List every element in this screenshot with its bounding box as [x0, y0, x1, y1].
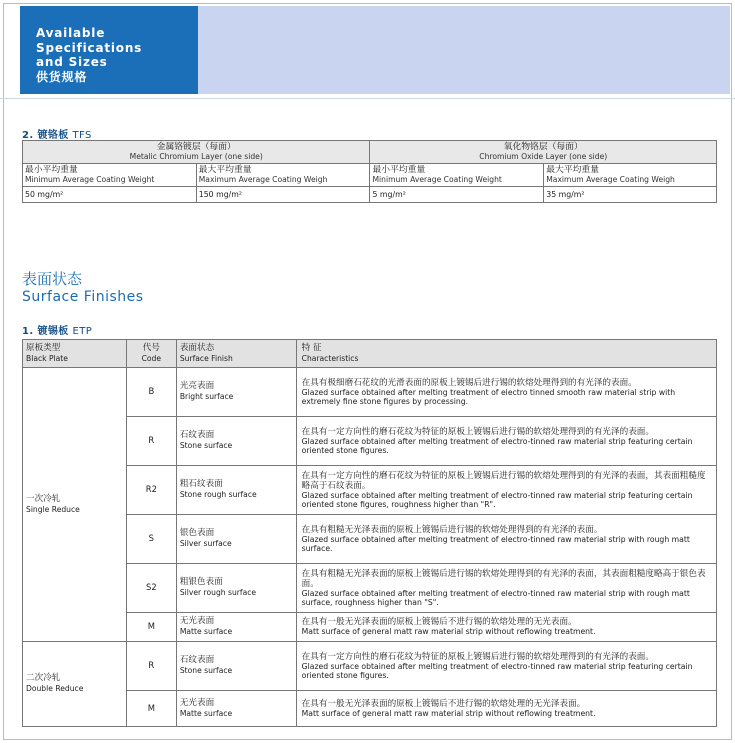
finish-en: Stone surface	[179, 441, 233, 450]
max-en: Maximum Average Coating Weigh	[198, 175, 328, 184]
char-zh: 特 征	[301, 342, 322, 353]
finish-zh: 粗石纹表面	[179, 479, 223, 490]
table-row	[23, 141, 717, 164]
oxide-layer-header	[370, 141, 717, 164]
finish-cell	[176, 466, 296, 515]
char-en: Glazed surface obtained after melting treatment of electro tinned smooth raw material strip with extremely fine stone figures by processing.	[301, 387, 676, 406]
finish-zh: 光亮表面	[179, 381, 215, 392]
min-weight-header	[23, 164, 197, 187]
surface-title-en: Surface Finishes	[22, 289, 144, 305]
code-zh: 代号	[142, 342, 160, 353]
banner-title-line: and Sizes	[36, 55, 108, 69]
surface-title-zh: 表面状态	[22, 270, 83, 288]
tfs-heading-en: TFS	[72, 130, 92, 141]
characteristics-cell	[296, 642, 716, 691]
value-cell: 150 mg/m²	[196, 187, 370, 203]
char-zh: 在具有极细磨石花纹的光滑表面的原板上镀锡后进行锡的软熔处理得到的有光泽的表面。	[301, 377, 637, 388]
max-zh: 最大平均重量	[546, 165, 600, 175]
code-cell: R	[126, 417, 176, 466]
group-zh: 一次冷轧	[26, 493, 61, 504]
table-row	[23, 187, 717, 203]
char-en: Matt surface of general matt raw material strip without reflowing treatment.	[301, 627, 596, 637]
finish-zh: 银色表面	[179, 528, 215, 539]
table-row	[23, 613, 717, 642]
code-cell: M	[126, 691, 176, 727]
value-cell: 35 mg/m²	[544, 187, 717, 203]
finish-cell	[176, 564, 296, 613]
char-zh: 在具有一定方向性的磨石花纹为特征的原板上镀锡后进行锡的软熔处理得到的有光泽的表面。	[301, 651, 654, 662]
finish-en: Silver rough surface	[179, 588, 257, 597]
finish-cell	[176, 691, 296, 727]
characteristics-cell	[296, 564, 716, 613]
black-plate-zh: 原板类型	[26, 342, 61, 353]
black-plate-en: Black Plate	[26, 353, 68, 363]
min-weight-header	[370, 164, 544, 187]
code-cell: B	[126, 368, 176, 417]
etp-heading	[22, 322, 92, 337]
table-row	[23, 691, 717, 727]
table-row	[23, 417, 717, 466]
finish-zh: 无光表面	[179, 697, 215, 708]
table-row	[23, 515, 717, 564]
metallic-zh: 金属铬镀层（每面）	[156, 142, 236, 152]
finish-cell	[176, 515, 296, 564]
finish-cell	[176, 417, 296, 466]
char-en: Glazed surface obtained after melting treatment of electro-tinned raw material strip with rough matt surface.	[301, 534, 690, 553]
code-cell: R2	[126, 466, 176, 515]
code-cell: S2	[126, 564, 176, 613]
metallic-layer-header	[23, 141, 370, 164]
header-banner	[20, 6, 730, 94]
char-en: Matt surface of general matt raw material strip without reflowing treatment.	[301, 708, 596, 718]
finish-zh: 粗银色表面	[179, 577, 223, 588]
banner-title-line: 供货规格	[36, 69, 88, 84]
table-row	[23, 466, 717, 515]
etp-heading-en: ETP	[72, 326, 93, 337]
finish-cell	[176, 368, 296, 417]
finish-zh: 石纹表面	[179, 655, 215, 666]
finish-cell	[176, 613, 296, 642]
table-row	[23, 164, 717, 187]
code-cell: S	[126, 515, 176, 564]
max-weight-header	[544, 164, 717, 187]
min-en: Minimum Average Coating Weight	[25, 175, 155, 184]
max-weight-header	[196, 164, 370, 187]
char-zh: 在具有一般无光泽表面的原板上镀锡后不进行锡的软熔处理的无光泽表面。	[301, 698, 586, 709]
value-cell: 50 mg/m²	[23, 187, 197, 203]
char-zh: 在具有一般无光泽表面的原板上镀锡后不进行锡的软熔处理的无光表面。	[301, 617, 577, 628]
finish-en: Bright surface	[179, 392, 234, 401]
table-row	[23, 368, 717, 417]
characteristics-header	[296, 340, 716, 368]
table-row	[23, 564, 717, 613]
min-zh: 最小平均重量	[372, 165, 426, 175]
char-zh: 在具有粗糙无光泽表面的原板上镀锡后进行锡的软熔处理得到的有光泽的表面。	[301, 524, 603, 535]
metallic-en: Metalic Chromium Layer (one side)	[129, 152, 263, 161]
finish-header	[176, 340, 296, 368]
char-zh: 在具有一定方向性的磨石花纹为特征的原板上镀锡后进行锡的软熔处理得到的有光泽的表面。	[301, 426, 654, 437]
group-en: Double Reduce	[26, 684, 84, 693]
code-cell: R	[126, 642, 176, 691]
characteristics-cell	[296, 466, 716, 515]
banner-title-box	[20, 6, 198, 94]
char-en: Glazed surface obtained after melting treatment of electro-tinned raw material strip with rough matt surface, roughness higher than "S".	[301, 588, 690, 607]
group-en: Single Reduce	[26, 504, 80, 514]
banner-title-line: Available	[36, 26, 106, 40]
finish-en: Matte surface	[179, 627, 233, 636]
code-cell: M	[126, 613, 176, 642]
finish-en: Matte surface	[179, 708, 233, 718]
finish-en: Silver surface	[179, 539, 232, 548]
char-en: Glazed surface obtained after melting treatment of electro-tinned raw material strip featuring certain oriented stone figures.	[301, 436, 693, 455]
char-en: Glazed surface obtained after melting treatment of electro-tinned raw material strip featuring certain oriented stone figures.	[301, 661, 693, 680]
code-en: Code	[141, 353, 162, 363]
black-plate-header	[23, 340, 127, 368]
char-zh: 在具有粗糙无光泽表面的原板上镀锡后进行锡的软熔处理得到的有光泽的表面，其表面粗糙度略高于银色表面。	[301, 568, 706, 589]
characteristics-cell	[296, 417, 716, 466]
char-en: Glazed surface obtained after melting treatment of electro-tinned raw material strip featuring certain oriented stone figures, roughness higher than "R".	[301, 490, 693, 509]
group-single-reduce	[23, 368, 127, 642]
group-double-reduce	[23, 642, 127, 727]
characteristics-cell	[296, 515, 716, 564]
tfs-table	[22, 140, 717, 203]
characteristics-cell	[296, 691, 716, 727]
min-en: Minimum Average Coating Weight	[372, 175, 502, 184]
characteristics-cell	[296, 613, 716, 642]
table-header-row	[23, 340, 717, 368]
banner-title-line: Specifications	[36, 40, 143, 55]
finish-en: Stone surface	[179, 666, 233, 675]
finish-cell	[176, 642, 296, 691]
group-zh: 二次冷轧	[26, 673, 61, 684]
code-header	[126, 340, 176, 368]
finish-en: Stone rough surface	[179, 490, 257, 499]
value-cell: 5 mg/m²	[370, 187, 544, 203]
etp-table	[22, 339, 717, 727]
oxide-zh: 氧化物铬层（每面）	[503, 142, 583, 152]
tfs-heading	[22, 126, 92, 141]
finish-zh: 石纹表面	[179, 430, 215, 441]
char-en: Characteristics	[301, 353, 359, 363]
oxide-en: Chromium Oxide Layer (one side)	[479, 152, 608, 161]
divider	[0, 98, 735, 99]
finish-en: Surface Finish	[179, 353, 233, 363]
max-en: Maximum Average Coating Weigh	[546, 175, 675, 184]
table-row	[23, 642, 717, 691]
finish-zh: 无光表面	[179, 616, 215, 627]
etp-heading-zh: 1. 镀锡板	[22, 326, 69, 337]
finish-zh: 表面状态	[179, 342, 215, 353]
banner-title	[36, 26, 142, 84]
max-zh: 最大平均重量	[198, 165, 252, 175]
characteristics-cell	[296, 368, 716, 417]
tfs-heading-zh: 2. 镀铬板	[22, 130, 69, 141]
char-zh: 在具有一定方向性的磨石花纹为特征的原板上镀锡后进行锡的软熔处理得到的有光泽的表面，其表面粗糙度略高于石纹表面。	[301, 470, 706, 491]
min-zh: 最小平均重量	[25, 165, 78, 175]
